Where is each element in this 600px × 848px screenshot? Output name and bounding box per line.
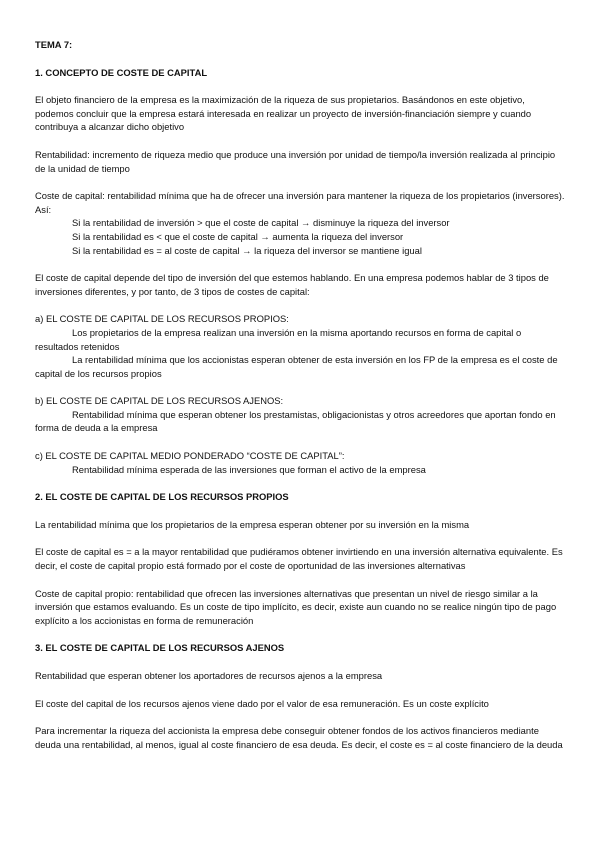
- subsection-a-paragraph-1: [35, 326, 565, 353]
- subsection-b-text-1: Rentabilidad mínima que esperan obtener los prestamistas, obligacionistas y otros acreedores que aportan fondo en forma de deuda a la empresa: [35, 408, 556, 434]
- subsection-b-title: b) EL COSTE DE CAPITAL DE LOS RECURSOS AJENOS:: [35, 395, 284, 407]
- s3-paragraph-2: El coste del capital de los recursos ajenos viene dado por el valor de esa remuneración. Es un coste explícito: [35, 697, 489, 709]
- subsection-a-text-2: La rentabilidad mínima que los accionistas esperan obtener de esta inversión en los FP de la empresa es el coste de capital de los recursos propios: [35, 354, 558, 379]
- s2-paragraph-1: La rentabilidad mínima que los propietarios de la empresa esperan obtener por su inversión en la misma: [35, 518, 470, 530]
- document-page: [35, 38, 565, 751]
- s1-paragraph-3: Coste de capital: rentabilidad mínima que ha de ofrecer una inversión para mantener la riqueza de los propietarios (inversores). Así:: [35, 190, 565, 215]
- section-1-heading: 1. CONCEPTO DE COSTE DE CAPITAL: [35, 66, 208, 78]
- subsection-a-text-1: Los propietarios de la empresa realizan una inversión en la misma aportando recursos en forma de capital o resultados retenidos: [35, 326, 522, 352]
- subsection-b-paragraph-1: [35, 408, 565, 435]
- s1-paragraph-1: El objeto financiero de la empresa es la maximización de la riqueza de sus propietarios. Basándonos en este objetivo, podemos concluir que la empresa estará interesada en realizar un proyecto de inversión-financiación siempre y cuando contribuya a alcanzar dicho objetivo: [35, 94, 532, 133]
- rule-line-3: Si la rentabilidad es = al coste de capital → la riqueza del inversor se mantiene igual: [72, 244, 422, 256]
- s1-paragraph-2: Rentabilidad: incremento de riqueza medio que produce una inversión por unidad de tiempo/la inversión realizada al principio de la unidad de tiempo: [35, 148, 556, 174]
- s3-paragraph-1: Rentabilidad que esperan obtener los aportadores de recursos ajenos a la empresa: [35, 670, 383, 681]
- subsection-a-title: a) EL COSTE DE CAPITAL DE LOS RECURSOS PROPIOS:: [35, 313, 289, 325]
- s3-paragraph-3: Para incrementar la riqueza del accionista la empresa debe conseguir obtener fondos de los activos financieros mediante deuda una rentabilidad, al menos, igual al coste financiero de esa deuda. Es decir, el coste es = al coste financiero de la deuda: [35, 725, 563, 750]
- section-3-heading: 3. EL COSTE DE CAPITAL DE LOS RECURSOS AJENOS: [35, 642, 285, 654]
- rule-line-2: Si la rentabilidad es < que el coste de capital → aumenta la riqueza del inversor: [72, 230, 404, 242]
- subsection-c-text-1: Rentabilidad mínima esperada de las inversiones que forman el activo de la empresa: [72, 463, 426, 475]
- subsection-a-paragraph-2: [35, 353, 565, 380]
- section-2-heading: 2. EL COSTE DE CAPITAL DE LOS RECURSOS PROPIOS: [35, 491, 289, 503]
- subsection-c-paragraph-1: [35, 463, 565, 477]
- rule-line-1: Si la rentabilidad de inversión > que el coste de capital → disminuye la riqueza del inversor: [72, 217, 450, 229]
- s1-paragraph-4: El coste de capital depende del tipo de inversión del que estemos hablando. En una empresa podemos hablar de 3 tipos de inversiones diferentes, y por tanto, de 3 tipos de costes de capital:: [35, 272, 549, 297]
- s2-paragraph-3: Coste de capital propio: rentabilidad que ofrecen las inversiones alternativas que presentan un nivel de riesgo similar a la inversión que estamos evaluando. Es un coste de tipo implícito, es decir, existe aun cuando no se realice ningún tipo de pago explícito a los accionistas en forma de remuneración: [35, 587, 557, 626]
- s2-paragraph-2: El coste de capital es = a la mayor rentabilidad que pudiéramos obtener invirtiendo en una inversión alternativa equivalente. Es decir, el coste de capital propio está formado por el coste de oportunidad de las inversiones alternativas: [35, 546, 563, 572]
- subsection-c-title: c) EL COSTE DE CAPITAL MEDIO PONDERADO “COSTE DE CAPITAL”:: [35, 450, 345, 462]
- tema-title: TEMA 7:: [35, 39, 73, 50]
